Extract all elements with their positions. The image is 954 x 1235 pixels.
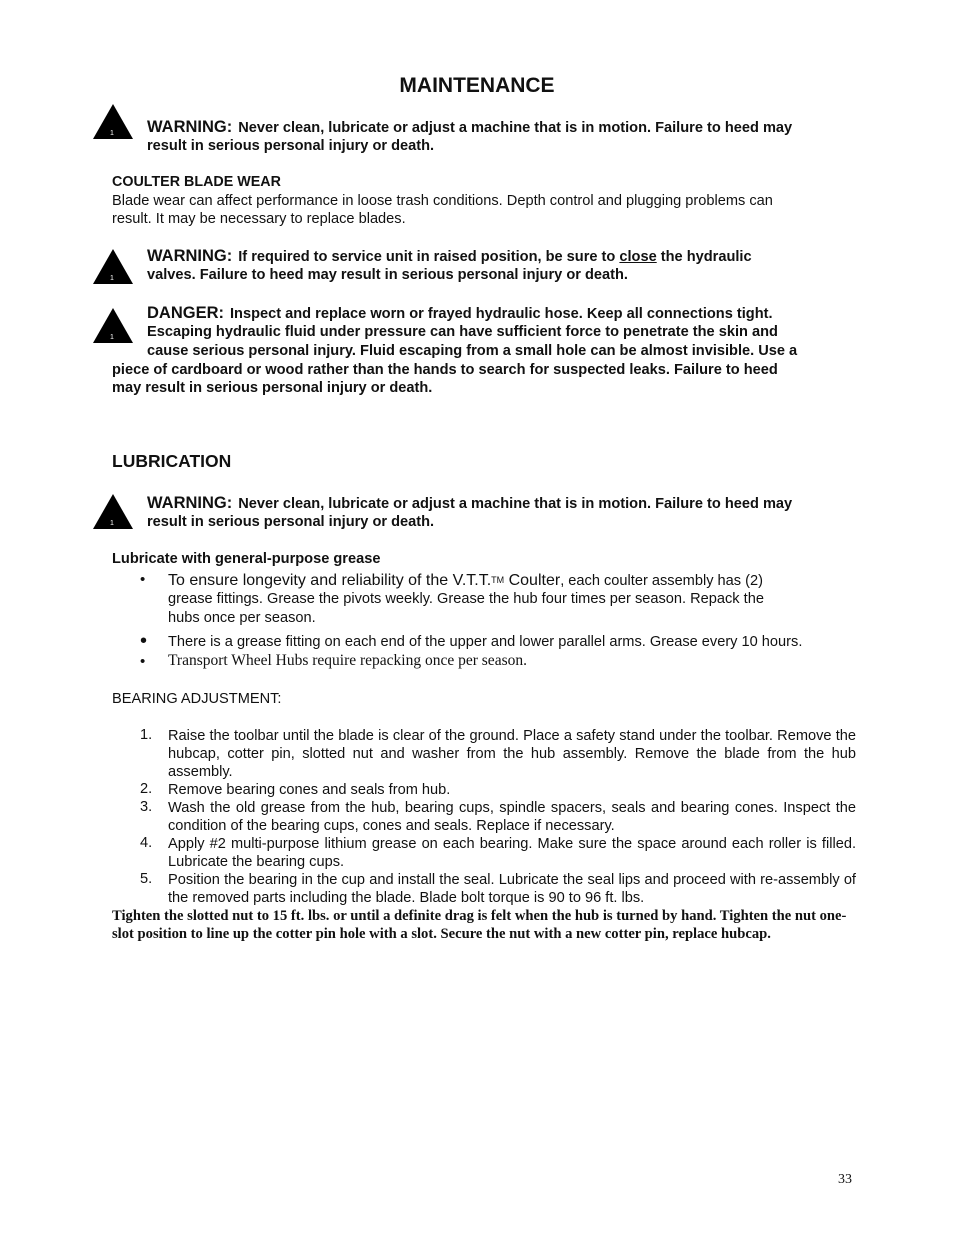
bullet-text: Coulter <box>504 572 561 589</box>
warning-underlined-word: close <box>619 249 657 265</box>
bullet: • <box>140 630 148 652</box>
warning-icon-label: 1 <box>110 334 114 341</box>
step-number: 2. <box>140 781 153 797</box>
danger-text: Escaping hydraulic fluid under pressure can have sufficient force to penetrate the skin and <box>147 324 778 341</box>
danger-text: may result in serious personal injury or death. <box>112 380 433 397</box>
bullet-text: , each coulter assembly has (2) <box>560 573 763 589</box>
bullet-text: hubs once per season. <box>168 609 316 626</box>
warning-lead: WARNING: <box>147 247 233 265</box>
coulter-text: result. It may be necessary to replace blades. <box>112 211 406 228</box>
bullet-item-3: Transport Wheel Hubs require repacking once per season. <box>168 652 527 669</box>
bullet-text: grease fittings. Grease the pivots weekly. Grease the hub four times per season. Repack the <box>168 591 764 608</box>
step-text: Apply #2 multi-purpose lithium grease on each bearing. Make sure the space around each roller is filled. Lubricate the bearing cups. <box>168 836 856 870</box>
bullet-text: To ensure longevity and reliability of the V.T.T. <box>168 572 492 589</box>
step-text: Raise the toolbar until the blade is clear of the ground. Place a safety stand under the toolbar. Remove the hubcap, cotter pin, slotted nut and washer from the hub assembly. Remove the blade from the hub assembly. <box>168 728 856 780</box>
warning-text: valves. Failure to heed may result in serious personal injury or death. <box>147 267 628 284</box>
step-text: Wash the old grease from the hub, bearing cups, spindle spacers, seals and bearing cones. Inspect the condition of the bearing cups, cones and seals. Replace if necessary. <box>168 800 856 834</box>
step-number: 5. <box>140 871 153 887</box>
step-number: 1. <box>140 727 153 743</box>
coulter-paragraph <box>112 192 857 229</box>
bullet-item-1 <box>168 571 858 627</box>
warning-block-1 <box>147 118 862 156</box>
bearing-closing-note: Tighten the slotted nut to 15 ft. lbs. or until a definite drag is felt when the hub is turned by hand. Tighten the nut one-slot position to line up the cotter pin hole with a slot. Secure the nut with a new cotter pin, replace hubcap. <box>112 908 847 943</box>
step-number: 4. <box>140 835 153 851</box>
warning-icon-label: 1 <box>110 520 114 527</box>
warning-lead: WARNING: <box>147 118 233 136</box>
page-title: MAINTENANCE <box>399 74 555 97</box>
danger-continuation <box>112 361 857 398</box>
warning-icon-label: 1 <box>110 130 114 137</box>
lubrication-heading: LUBRICATION <box>112 451 232 471</box>
bearing-heading: BEARING ADJUSTMENT: <box>112 691 282 707</box>
warning-text: Never clean, lubricate or adjust a machine that is in motion. Failure to heed may <box>238 120 793 136</box>
warning-block-3 <box>147 494 862 532</box>
warning-triangle-icon <box>93 104 133 140</box>
danger-lead: DANGER: <box>147 304 224 322</box>
page-number: 33 <box>838 1172 852 1187</box>
warning-text: result in serious personal injury or death. <box>147 514 435 531</box>
danger-block <box>147 304 862 360</box>
warning-block-2 <box>147 247 862 285</box>
warning-text: Never clean, lubricate or adjust a machine that is in motion. Failure to heed may <box>238 496 793 512</box>
step-text: Position the bearing in the cup and install the seal. Lubricate the seal lips and proceed with re-assembly of the removed parts including the blade. Blade bolt torque is 90 to 96 ft. lbs. <box>168 872 856 906</box>
warning-text: If required to service unit in raised position, be sure to <box>238 249 620 265</box>
coulter-text: Blade wear can affect performance in loose trash conditions. Depth control and plugging problems can <box>112 193 773 209</box>
danger-text: cause serious personal injury. Fluid escaping from a small hole can be almost invisible. Use a <box>147 342 798 359</box>
lubricate-subheading: Lubricate with general-purpose grease <box>112 551 381 567</box>
coulter-heading: COULTER BLADE WEAR <box>112 174 281 190</box>
warning-triangle-icon <box>93 494 133 530</box>
danger-triangle-icon <box>93 308 133 344</box>
warning-text: the hydraulic <box>656 249 752 265</box>
trademark-mark: TM <box>491 575 505 585</box>
warning-lead: WARNING: <box>147 494 233 512</box>
warning-triangle-icon <box>93 249 133 285</box>
danger-text: piece of cardboard or wood rather than the hands to search for suspected leaks. Failure to heed <box>112 362 778 378</box>
step-number: 3. <box>140 799 153 815</box>
bullet-item-2: There is a grease fitting on each end of the upper and lower parallel arms. Grease every 10 hours. <box>168 634 803 650</box>
danger-text: Inspect and replace worn or frayed hydraulic hose. Keep all connections tight. <box>230 306 773 322</box>
warning-text: result in serious personal injury or death. <box>147 138 435 155</box>
warning-icon-label: 1 <box>110 275 114 282</box>
bullet: • <box>140 653 146 670</box>
bullet: • <box>140 571 146 588</box>
step-text: Remove bearing cones and seals from hub. <box>168 782 451 798</box>
